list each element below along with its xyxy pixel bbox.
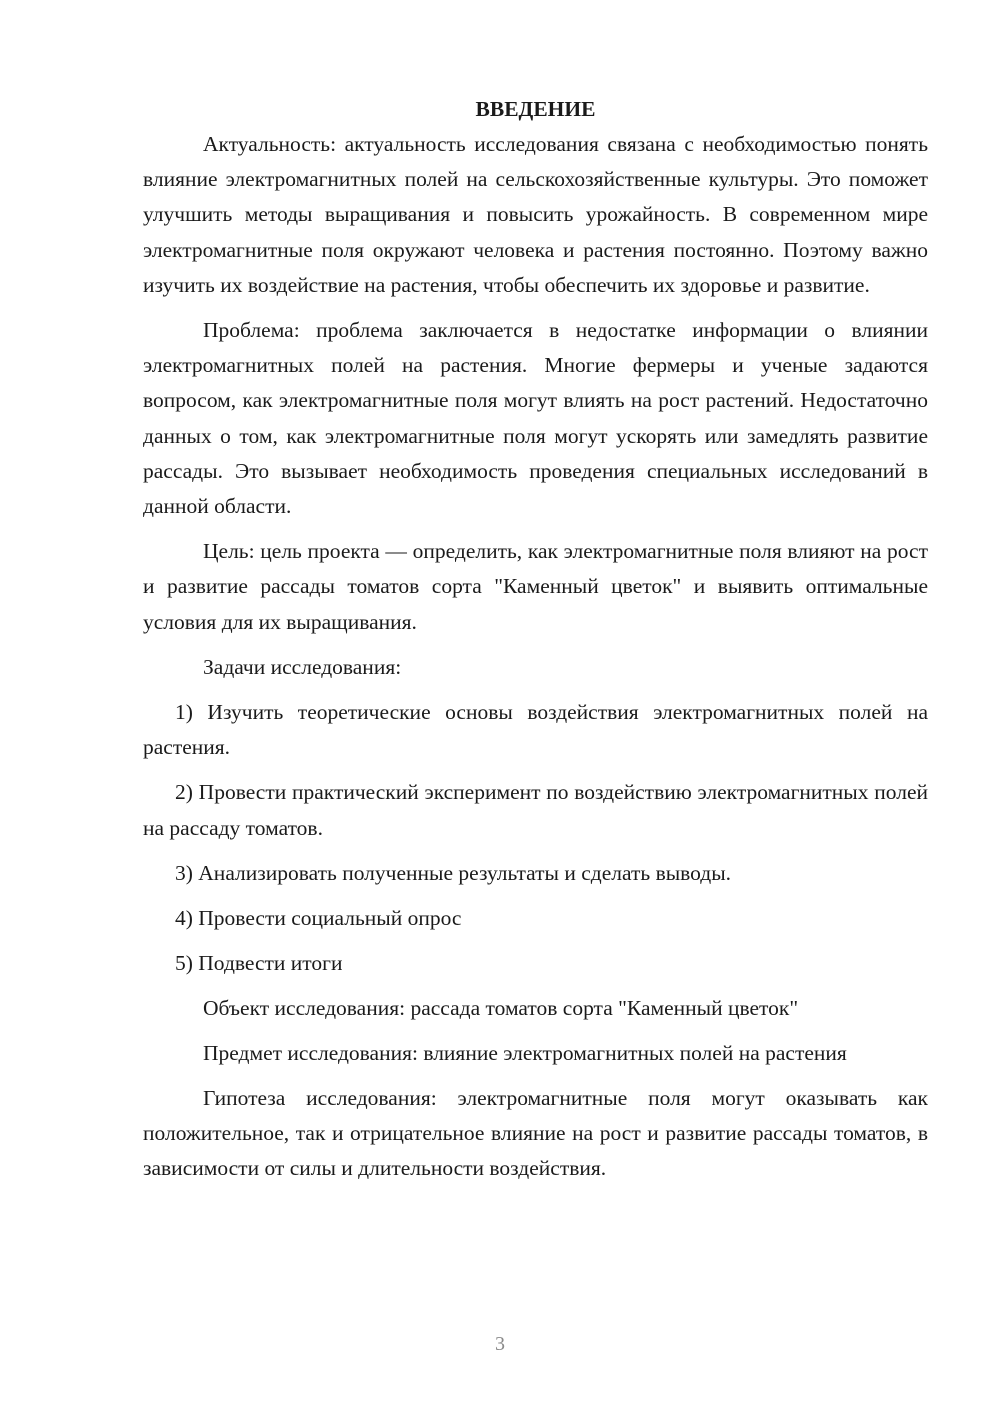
- paragraph-subject: Предмет исследования: влияние электромагнитных полей на растения: [203, 1040, 847, 1065]
- document-page: [143, 92, 928, 1196]
- paragraph-goal: Цель: цель проекта — определить, как электромагнитные поля влияют на рост и развитие рассады томатов сорта "Каменный цветок" и выявить оптимальные условия для их выращивания.: [143, 539, 928, 634]
- paragraph-relevance: Актуальность: актуальность исследования связана с необходимостью понять влияние электромагнитных полей на сельскохозяйственные культуры. Это поможет улучшить методы выращивания и повысить урожайность. В современном мире электромагнитные поля окружают человека и растения постоянно. Поэтому важно изучить их воздействие на растения, чтобы обеспечить их здоровье и развитие.: [143, 132, 928, 297]
- task-item-1: 1) Изучить теоретические основы воздействия электромагнитных полей на растения.: [143, 700, 928, 760]
- page-number: 3: [495, 1333, 505, 1355]
- task-item-5: 5) Подвести итоги: [175, 951, 343, 976]
- paragraph-object: Объект исследования: рассада томатов сорта "Каменный цветок": [203, 996, 799, 1021]
- paragraph-problem: Проблема: проблема заключается в недостатке информации о влиянии электромагнитных полей на растения. Многие фермеры и ученые задаются вопросом, как электромагнитные поля могут влиять на рост растений. Недостаточно данных о том, как электромагнитные поля могут ускорять или замедлять развитие рассады. Это вызывает необходимость проведения специальных исследований в данной области.: [143, 318, 928, 519]
- task-item-2: 2) Провести практический эксперимент по воздействию электромагнитных полей на рассаду томатов.: [143, 780, 928, 840]
- tasks-heading: Задачи исследования:: [203, 654, 402, 679]
- paragraph-hypothesis: Гипотеза исследования: электромагнитные поля могут оказывать как положительное, так и отрицательное влияние на рост и развитие рассады томатов, в зависимости от силы и длительности воздействия.: [143, 1085, 928, 1181]
- page-title: ВВЕДЕНИЕ: [475, 97, 596, 121]
- task-item-3: 3) Анализировать полученные результаты и сделать выводы.: [175, 860, 732, 885]
- task-item-4: 4) Провести социальный опрос: [175, 906, 462, 931]
